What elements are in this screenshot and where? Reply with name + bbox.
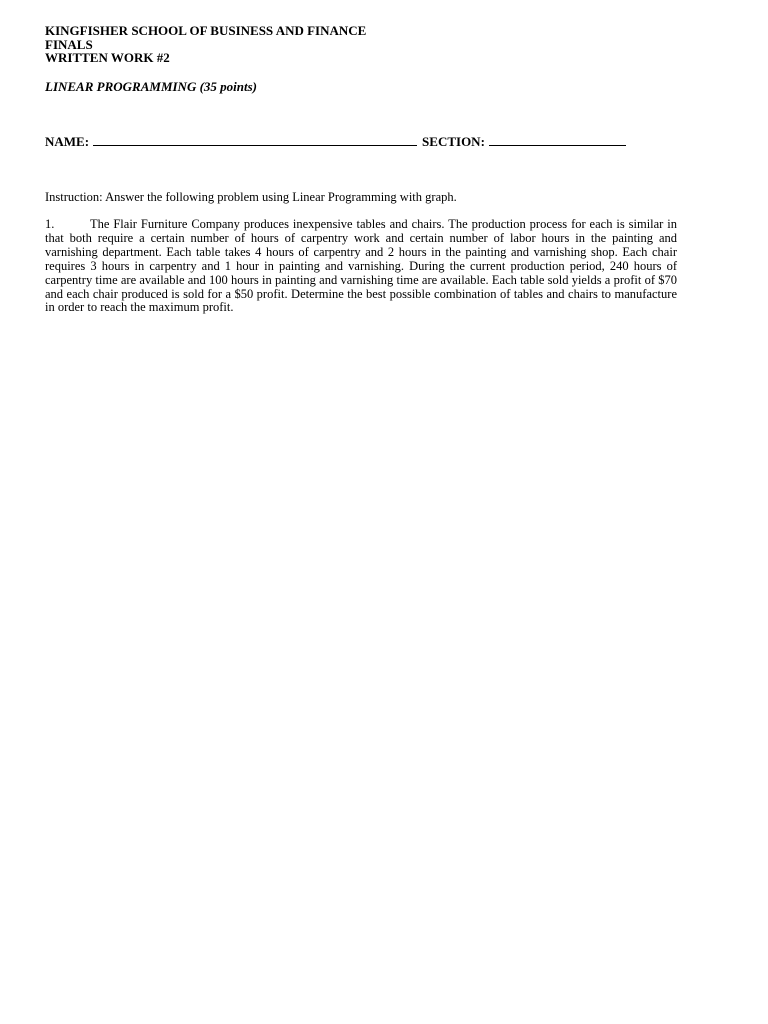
- instruction-text: Instruction: Answer the following problem using Linear Programming with graph.: [45, 190, 457, 204]
- exam-term: FINALS: [45, 36, 93, 52]
- problem-text: The Flair Furniture Company produces inexpensive tables and chairs. The production process for each is similar in that both require a certain number of hours of carpentry work and certain number of labor hours in the painting and varnishing department. Each table takes 4 hours of carpentry and 2 hours in the painting and varnishing shop. Each chair requires 3 hours in carpentry and 1 hour in painting and varnishing. During the current production period, 240 hours of carpentry time are available and 100 hours in painting and varnishing time are available. Each table sold yields a profit of $70 and each chair produced is sold for a $50 profit. Determine the best possible combination of tables and chairs to manufacture in order to reach the maximum profit.: [45, 217, 677, 315]
- work-title: WRITTEN WORK #2: [45, 50, 170, 65]
- student-info-row: [45, 134, 631, 149]
- problem-paragraph: [45, 218, 677, 315]
- name-label: NAME:: [45, 134, 90, 149]
- section-label: SECTION:: [422, 134, 485, 149]
- problem-number: 1.: [45, 217, 55, 231]
- school-name: KINGFISHER SCHOOL OF BUSINESS AND FINANCE: [45, 23, 367, 38]
- subject-title: LINEAR PROGRAMMING (35 points): [45, 79, 258, 94]
- name-blank-line[interactable]: [93, 135, 417, 146]
- section-blank-line[interactable]: [489, 135, 626, 146]
- document-header: [45, 24, 366, 65]
